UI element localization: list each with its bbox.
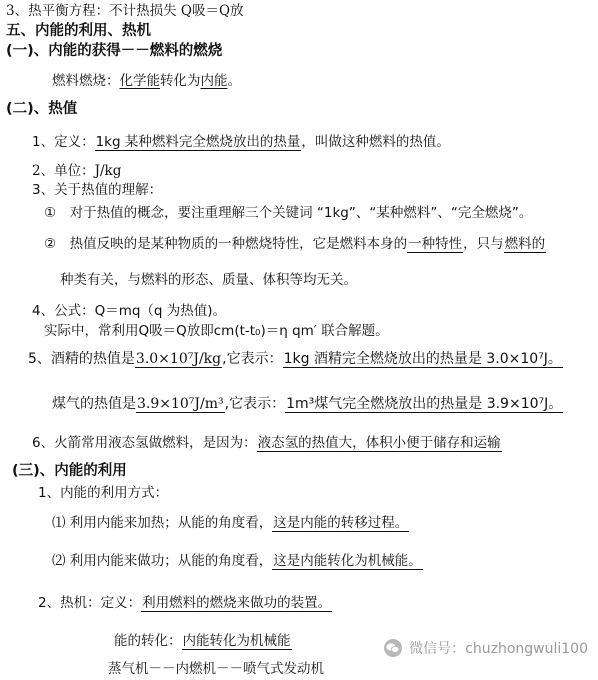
practice-line: 实际中，常利用Q吸＝Q放即cm(t-t₀)＝η qm′ 联合解题。 [44,323,389,339]
unit-line: 2、单位：J/kg [32,163,122,179]
understanding-line: 3、关于热值的理解： [32,182,163,198]
point-2-continuation [60,271,357,289]
point-2-cont-text: 种类有关，与燃料的形态、质量、体积等均无关。 [60,272,357,288]
subsection-1-heading: (一)、内能的获得－－燃料的燃烧 [6,43,223,59]
definition-suffix: ，叫做这种燃料的热值。 [301,134,450,150]
subsection-3-heading: (三)、内能的利用 [12,463,127,479]
engine-chain-line: 蒸气机－－内燃机－－喷气式发动机 [108,661,324,677]
heating-line [52,514,409,532]
gas-mid: ,它表示： [224,396,286,412]
heating-blank: 这是内能的转移过程。 [273,515,409,531]
rocket-prefix: 6、火箭常用液态氢做燃料，是因为： [32,435,257,451]
alcohol-prefix: 5、酒精的热值是 [28,351,135,367]
characteristic-blank: 一种特性 [408,236,463,252]
alcohol-meaning-blank: 1kg 酒精完全燃烧放出的热量是 3.0×10⁷J。 [283,351,562,367]
definition-prefix: 1、定义： [32,134,95,150]
definition-line [32,133,450,151]
watermark-text: 微信号：chuzhongwuli100 [409,641,588,657]
heat-balance-line [6,2,244,20]
section-5-heading: 五、内能的利用、热机 [6,23,151,39]
gas-meaning-blank: 1m³煤气完全燃烧放出的热量是 3.9×10⁷J。 [286,396,563,412]
energy-conversion-prefix: 能的转化： [114,633,182,649]
heat-engine-line [38,594,332,612]
usage-ways-line: 1、内能的利用方式： [38,485,169,501]
heat-engine-prefix: 2、热机：定义： [38,595,142,611]
combustion-line [52,72,241,90]
energy-conversion-blank: 内能转化为机械能 [182,633,291,649]
subsection-2-heading: (二)、热值 [6,101,78,117]
wechat-icon [383,638,403,658]
heating-prefix: ⑴ 利用内能来加热；从能的角度看， [52,515,273,531]
rocket-line [32,434,502,452]
point-2-line [44,235,546,253]
work-line [52,552,423,570]
gas-line [52,395,563,413]
work-prefix: ⑵ 利用内能来做功；从能的角度看， [52,553,273,569]
point-2-mid: ，只与 [463,236,504,252]
watermark [383,638,588,658]
definition-blank: 1kg 某种燃料完全燃烧放出的热量 [95,134,301,150]
combustion-suffix: 。 [227,73,241,89]
heat-balance-equation: Q吸＝Q放 [180,3,244,19]
work-blank: 这是内能转化为机械能。 [273,553,422,569]
energy-conversion-line [114,632,292,650]
rocket-reason-blank: 液态氢的热值大，体积小便于储存和运输 [257,435,501,451]
alcohol-line [28,350,563,368]
combustion-prefix: 燃料燃烧： [52,73,120,89]
alcohol-mid: ,它表示： [222,351,283,367]
gas-value-blank: 3.9×10⁷J/m³ [137,396,224,412]
formula-line: 4、公式：Q＝mq（q 为热值)。 [32,303,227,319]
combustion-mid: 转化为 [160,73,201,89]
internal-energy-blank: 内能 [200,73,228,89]
chemical-energy-blank: 化学能 [119,73,160,89]
fuel-blank: 燃料的 [504,236,546,252]
heat-balance-label: 3、热平衡方程：不计热损失 [6,3,177,19]
point-1-line: ① 对于热值的概念，要注重理解三个关键词 “1kg”、“某种燃料”、“完全燃烧”。 [44,205,533,221]
heat-engine-blank: 利用燃料的燃烧来做功的装置。 [142,595,332,611]
point-2-text: ② 热值反映的是某种物质的一种燃烧特性，它是燃料本身的 [44,236,408,252]
gas-prefix: 煤气的热值是 [52,396,136,412]
alcohol-value-blank: 3.0×10⁷J/kg [135,351,222,367]
